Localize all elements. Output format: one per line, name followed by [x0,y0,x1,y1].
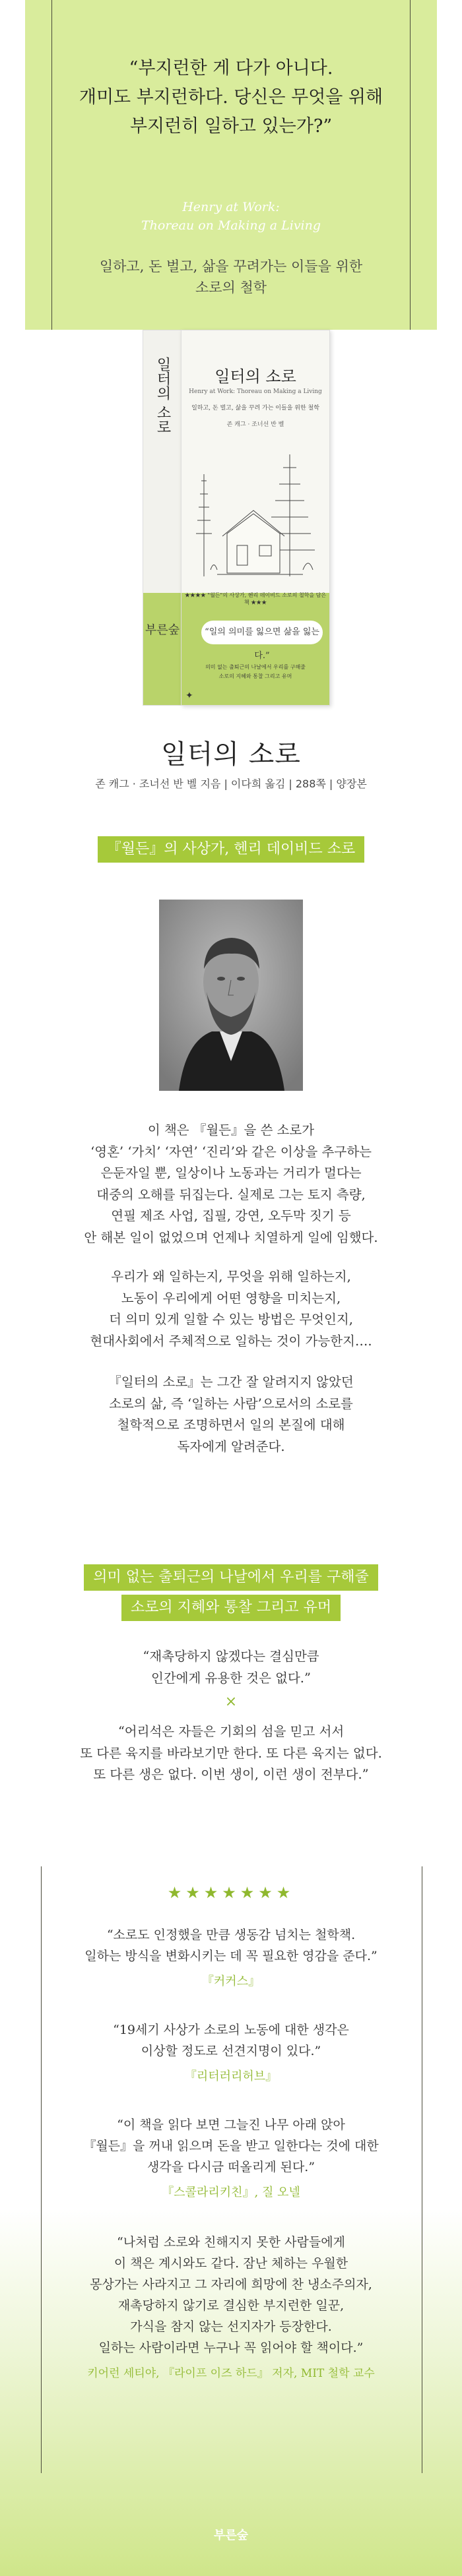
header-quote-line: 개미도 부지런하다. 당신은 무엇을 위해 [79,87,383,107]
review-line: 『월든』을 꺼내 읽으며 돈을 받고 일한다는 것에 대한 [83,2139,379,2153]
paragraph-line: 철학적으로 조명하면서 일의 본질에 대해 [117,1417,345,1432]
cover-desc-line: 의미 없는 출퇴근의 나날에서 우리를 구해줄 [205,664,306,670]
paragraph-line: ‘영혼’ ‘가치’ ‘자연’ ‘진리’와 같은 이상을 추구하는 [90,1144,372,1159]
review-line: “19세기 사상가 소로의 노동에 대한 생각은 [113,2023,349,2037]
section1-paragraph1 [0,1120,462,1248]
cover-description [182,663,329,681]
review-line: 생각을 다시금 떠올리게 된다.” [147,2160,315,2174]
header-quote-line: 부지런히 일하고 있는가?” [129,116,333,137]
quote-line: 또 다른 육지를 바라보기만 한다. 또 다른 육지는 없다. [80,1745,382,1761]
review-line: “소로도 인정했을 만큼 생동감 넘치는 철학책. [106,1928,356,1942]
review-source: 『스콜라리키친』, 질 오넬 [162,2186,300,2199]
section1-paragraph3 [0,1372,462,1457]
cover-logo-mark: ✦ [185,690,193,701]
section1-label-text: 『월든』의 사상가, 헨리 데이비드 소로 [98,836,365,863]
quote-line: “어리석은 자들은 기회의 섬을 믿고 서서 [117,1724,345,1739]
cover-author: 존 캐그 · 조너선 반 벨 [226,421,284,428]
section2-label-text: 의미 없는 출퇴근의 나날에서 우리를 구해줄 [84,1564,378,1591]
paragraph-line: 연필 제조 사업, 집필, 강연, 오두막 짓기 등 [111,1208,351,1223]
spine-title: 일터의 소로 [154,357,171,434]
review-item [0,2232,462,2358]
review-source: 『리터러리허브』 [184,2070,278,2083]
cover-stars-line: ★★★★ "월든"의 사상가, 헨리 데이비드 소로의 철학을 담은 책 ★★★ [184,592,327,605]
section2-label-line1 [0,1564,462,1591]
spine-publisher: 부른숲 [145,623,180,637]
paragraph-line: 은둔자일 뿐, 일상이나 노동과는 거리가 멀다는 [100,1165,362,1181]
quote-line: “재촉당하지 않겠다는 결심만큼 [143,1649,319,1664]
review-line: 이상할 정도로 선견지명이 있다.” [141,2044,321,2058]
review-item [0,2114,462,2178]
header-quote [25,54,437,141]
book-meta: 존 캐그 · 조너선 반 벨 지음 | 이다희 옮김 | 288쪽 | 양장본 [95,778,367,790]
review-line: 재촉당하지 않기로 결심한 부지런한 일꾼, [117,2298,345,2313]
cover-subtitle: 일하고, 돈 벌고, 삶을 꾸려 가는 이들을 위한 철학 [191,405,319,412]
book-cover-image [0,330,462,725]
publisher-logo: 부른숲 [213,2529,249,2542]
paragraph-line: 대중의 오해를 뒤집는다. 실제로 그는 토지 측량, [96,1186,366,1202]
quote-separator: × [224,1694,238,1710]
english-title-line: Thoreau on Making a Living [141,218,321,233]
review-line: 몽상가는 사라지고 그 자리에 희망에 찬 냉소주의자, [90,2277,372,2292]
cover-quote-bubble: “일의 의미를 잃으면 삶을 잃는다.” [201,621,323,644]
review-line: “이 책을 읽다 보면 그늘진 나무 아래 앉아 [117,2118,345,2132]
paragraph-line: 현대사회에서 주체적으로 일하는 것이 가능한지…. [90,1333,372,1349]
quote-line: 인간에게 유용한 것은 없다.” [151,1670,311,1686]
review-source: 키어런 세티야, 『라이프 이즈 하드』 저자, MIT 철학 교수 [87,2367,375,2380]
paragraph-line: 노동이 우리에게 어떤 영향을 미치는지, [121,1290,341,1306]
spine-green-band [143,593,182,705]
review-item [0,1924,462,1967]
tagline [0,256,462,298]
review-item [0,2019,462,2062]
tagline-line: 일하고, 돈 벌고, 삶을 꾸려가는 이들을 위한 [99,259,363,274]
cover-green-band [182,593,329,705]
book-spine [143,330,182,706]
quote-line: 또 다른 생은 없다. 이번 생이, 이런 생이 전부다.” [93,1767,369,1782]
review-line: 일하는 방식을 변화시키는 데 꼭 필요한 영감을 준다.” [84,1949,378,1963]
reviews-stars: ★★★★★★★ [167,1884,295,1902]
review-line: 가식을 참지 않는 선지자가 등장한다. [130,2319,332,2334]
english-title [25,198,437,235]
paragraph-line: 독자에게 알려준다. [177,1438,285,1454]
review-source: 『커커스』 [201,1975,261,1988]
paragraph-line: 우리가 왜 일하는지, 무엇을 위해 일하는지, [111,1269,351,1284]
tagline-line: 소로의 철학 [195,280,267,295]
thoreau-portrait-photo [159,900,303,1091]
section1-paragraph2 [0,1266,462,1352]
cover-english-title: Henry at Work: Thoreau on Making a Living [189,388,322,395]
quote-block-2 [0,1721,462,1786]
section2-label-text: 소로의 지혜와 통찰 그리고 유머 [121,1595,341,1621]
english-title-line: Henry at Work: [182,200,280,214]
paragraph-line: 안 해본 일이 없었으며 언제나 치열하게 일에 임했다. [84,1229,378,1245]
cover-desc-line: 소로의 지혜와 통찰 그리고 유머 [218,673,292,679]
paragraph-line: 『일터의 소로』는 그간 잘 알려지지 않았던 [108,1374,354,1390]
section2-label-line2 [0,1595,462,1621]
section1-label [0,836,462,863]
paragraph-line: 이 책은 『월든』을 쓴 소로가 [147,1122,315,1138]
paragraph-line: 더 의미 있게 일할 수 있는 방법은 무엇인지, [109,1312,353,1327]
review-line: 이 책은 계시와도 같다. 잠난 체하는 우월한 [114,2256,348,2271]
review-line: “나처럼 소로와 친해지지 못한 사람들에게 [117,2235,345,2250]
book-title: 일터의 소로 [161,739,301,770]
quote-block-1 [0,1646,462,1689]
header-quote-line: “부지런한 게 다가 아니다. [129,58,333,78]
cabin-illustration [191,435,320,580]
cover-title: 일터의 소로 [214,367,296,386]
paragraph-line: 소로의 삶, 즉 ‘일하는 사람’으로서의 소로를 [109,1395,353,1411]
book-front-cover [181,330,330,706]
review-line: 일하는 사람이라면 누구나 꼭 읽어야 할 책이다.” [98,2341,364,2355]
